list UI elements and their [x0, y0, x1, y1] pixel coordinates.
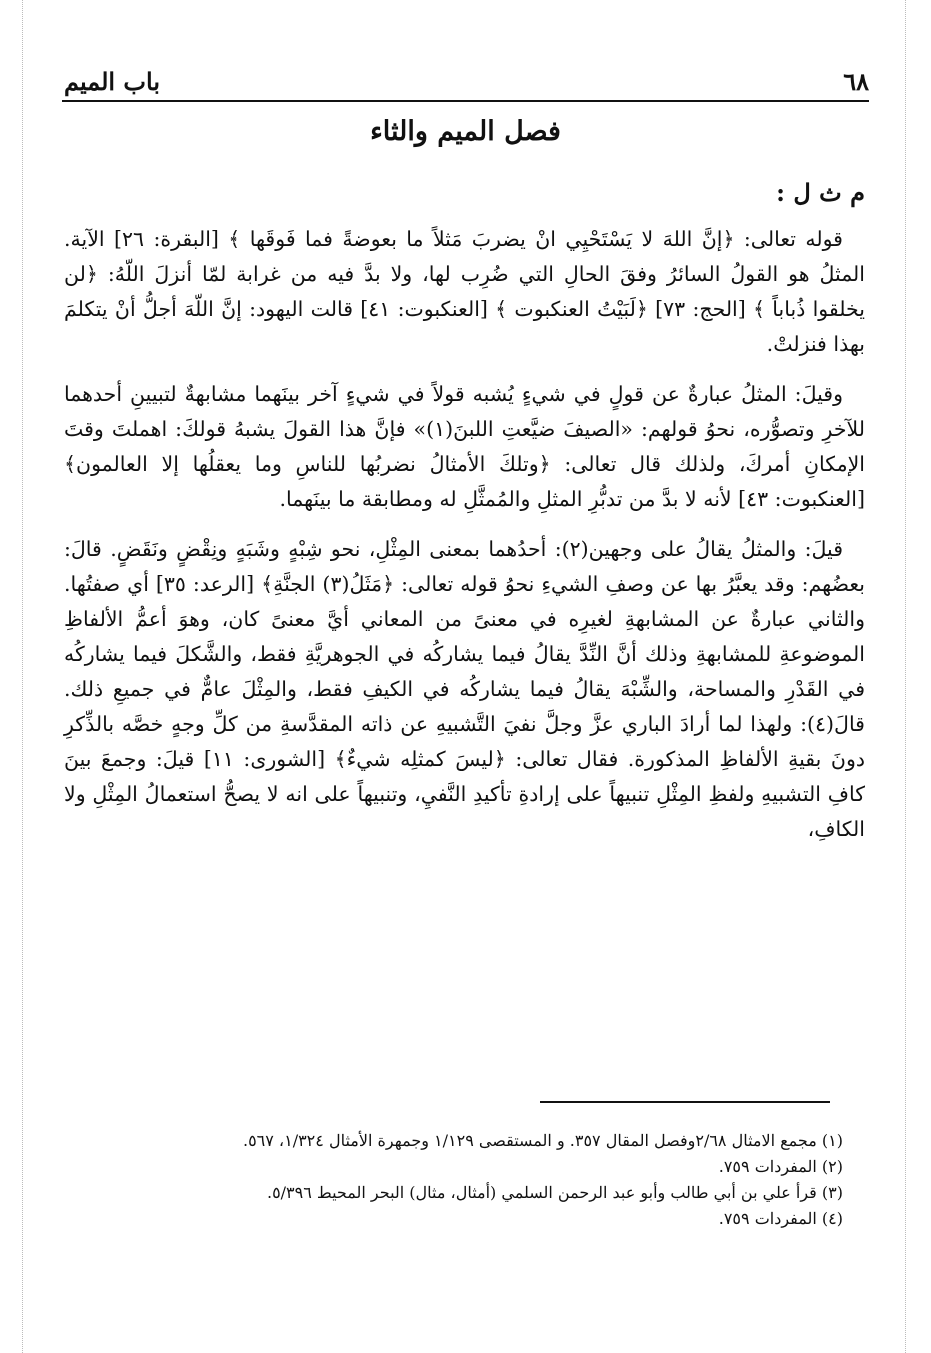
root-word-heading: م ث ل : [776, 178, 865, 207]
paragraph: وقيلَ: المثلُ عبارةٌ عن قولٍ في شيءٍ يُشبه قولاً في شيءٍ آخر بينَهما مشابهةٌ لتبيينِ أحدهما للآخرِ وتصوُّره، نحوُ قولهم: «الصيفَ ضيَّعتِ اللبنَ(١)» فإنَّ هذا القولَ يشبهُ قولكَ: اهملتَ وقتَ الإمكانِ أمركَ، ولذلك قال تعالى: ﴿وتلكَ الأمثالُ نضربُها للناسِ وما يعقلُها إلا العالمون﴾ [العنكبوت: ٤٣] لأنه لا بدَّ من تدبُّرِ المثلِ والمُمثَّلِ له ومطابقة ما بينَهما. [64, 382, 865, 511]
footnote-divider [540, 1101, 830, 1103]
footnote: (٢) المفردات ٧٥٩. [718, 1157, 843, 1176]
page-number: ٦٨ [843, 67, 869, 96]
chapter-title: باب الميم [64, 67, 161, 96]
header-divider [62, 100, 869, 102]
footnote: (٤) المفردات ٧٥٩. [718, 1209, 843, 1228]
main-text [64, 222, 865, 862]
section-title: فصل الميم والثاء [370, 116, 561, 147]
page-header [64, 54, 869, 94]
footnote: (٣) قرأ علي بن أبي طالب وأبو عبد الرحمن السلمي (أمثال، مثال) البحر المحيط ٥/٣٩٦. [266, 1183, 843, 1202]
paragraph: قيلَ: والمثلُ يقالُ على وجهين(٢): أحدُهما بمعنى المِثْلِ، نحو شِبْهٍ وشَبَهٍ ونِقْضٍ ونَقَضٍ. قالَ: بعضُهم: وقد يعبَّرُ بها عن وصفِ الشيءِ نحوُ قوله تعالى: ﴿مَثَلُ(٣) الجنَّةِ﴾ [الرعد: ٣٥] أي صفتُها. والثاني عبارةٌ عن المشابهةِ لغيرِه في معنىً من المعاني أيَّ معنىً كان، وهوَ أعمُّ الألفاظِ الموضوعةِ للمشابهةِ وذلك أنَّ النِّدَّ يقالُ فيما يشاركُه في الجوهريَّةِ فقط، والشَّكلَ فيما يشاركُه في القَدْرِ والمساحة، والشِّبْهَ يقالُ فيما يشاركُه في الكيفِ فقط، والمِثْلَ عامٌّ في جميعِ ذلك. قالَ(٤): ولهذا لما أرادَ الباري عزَّ وجلَّ نفيَ التَّشبيهِ عن ذاته المقدَّسةِ من كلِّ وجهٍ خصَّه بالذِّكرِ دونَ بقيةِ الألفاظِ المذكورة. فقال تعالى: ﴿ليسَ كمثلِه شيءٌ﴾ [الشورى: ١١] قيلَ: وجمعَ بينَ كافِ التشبيهِ ولفظِ المِثْلِ تنبيهاً على إرادةِ تأكيدِ النَّفيِ، وتنبيهاً على انه لا يصحُّ استعمالُ المِثْلِ ولا الكافِ، [64, 537, 865, 841]
left-dotted-margin-line [22, 0, 23, 1353]
footnotes [80, 1128, 843, 1232]
paragraph: قوله تعالى: ﴿إنَّ اللهَ لا يَسْتَحْيِي انْ يضربَ مَثلاً ما بعوضةً فما فَوقَها ﴾ [البقرة: ٢٦] الآية. المثلُ هو القولُ السائرُ وفقَ الحالِ التي ضُرِب لها، ولا بدَّ فيه من غرابة لمّا أنزلَ اللّهُ: ﴿لن يخلقوا ذُباباً ﴾ [الحج: ٧٣] ﴿لَبَيْتُ العنكبوت ﴾ [العنكبوت: ٤١] قالت اليهود: إنَّ اللّهَ أجلُّ أنْ يتكلمَ بهذا فنزلتْ. [64, 227, 865, 356]
right-dotted-margin-line [905, 0, 906, 1353]
footnote: (١) مجمع الامثال ٢/٦٨وفصل المقال ٣٥٧. و المستقصى ١/١٢٩ وجمهرة الأمثال ١/٣٢٤، ٥٦٧. [242, 1131, 843, 1150]
